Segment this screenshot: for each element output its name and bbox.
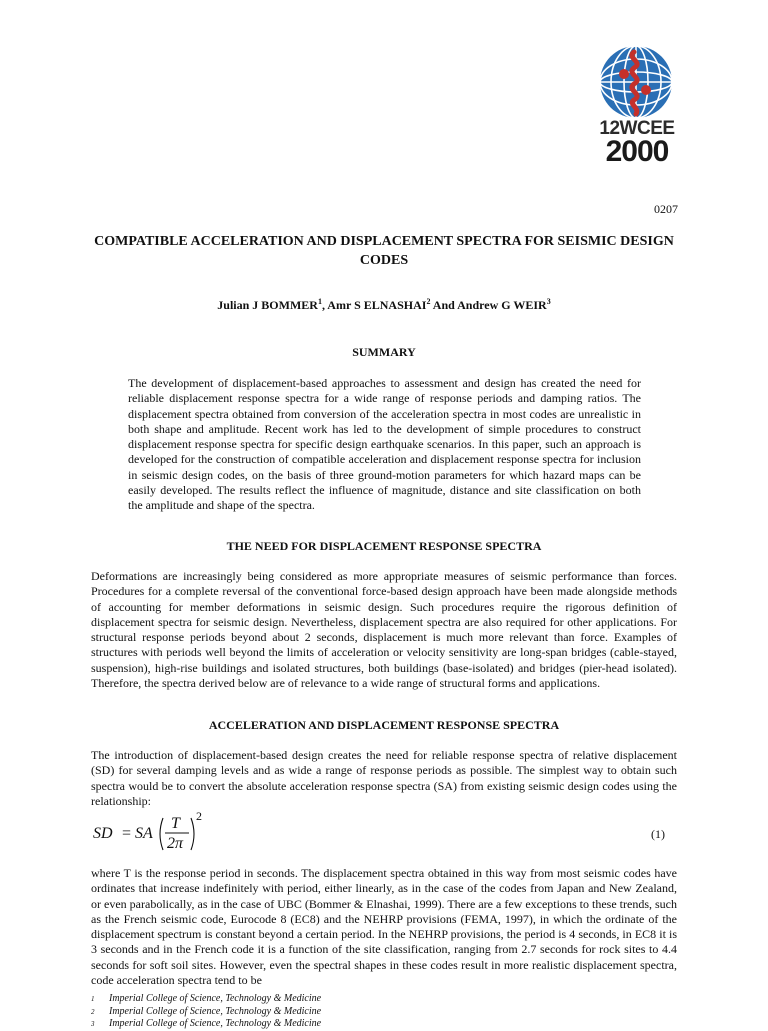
body-paragraph-need: Deformations are increasingly being considered as more appropriate measures of seismic performance than forces. Procedures for a complete reversal of the conventional force-based design approach have been made alongside methods of accounting for member deformations in seismic design. Such procedures require the rigorous definition of displacement spectra for seismic design. Nevertheless, displacement spectra are also required for other applications. For structural response periods beyond about 2 seconds, displacement is much more relevant than force. Examples of structures with periods well beyond the limits of acceleration or velocity sensitivity are long-span bridges (cable-stayed, suspension), high-rise buildings and isolated structures, both buildings (base-isolated) and bridges (pier-head isolated). Therefore, the spectra derived below are of relevance to a wide range of structural forms and applications. xyxy=(91,569,677,691)
footnote-text: Imperial College of Science, Technology & Medicine xyxy=(109,1018,322,1029)
author-separator: And xyxy=(430,298,458,312)
globe-icon xyxy=(596,44,678,124)
equation-1 xyxy=(91,808,677,860)
summary-paragraph: The development of displacement-based approaches to assessment and design has created the need for reliable displacement response spectra for a wide range of response periods and damping ratios. The displacement spectra obtained from conversion of the acceleration spectra in most codes are unrealistic in both shape and amplitude. Recent work has led to the development of simple procedures to construct displacement response spectra for specific design earthquake scenarios. In this paper, such an approach is developed for the construction of compatible acceleration and displacement response spectra for inclusion in seismic design codes, on the basis of three ground-motion parameters for which hazard maps can be easily developed. The results reflect the influence of magnitude, distance and site classification on both the amplitude and shape of the spectra. xyxy=(128,376,641,513)
author-list xyxy=(80,297,688,313)
author-separator: , xyxy=(321,298,328,312)
author-name: Julian J BOMMER xyxy=(217,298,318,312)
equation-number: (1) xyxy=(651,827,665,841)
equation-formula xyxy=(91,808,231,860)
footnote-text: Imperial College of Science, Technology & Medicine xyxy=(109,1005,322,1017)
footnotes xyxy=(91,993,491,1031)
body-paragraph-spectra: The introduction of displacement-based design creates the need for reliable response spectra of relative displacement (SD) for several damping levels and as wide a range of response periods as possible. The simplest way to obtain such spectra would be to convert the absolute acceleration response spectra (SA) from existing seismic design codes using the relationship: xyxy=(91,748,677,808)
summary-heading: SUMMARY xyxy=(352,345,416,359)
footnote-number: 2 xyxy=(91,1007,95,1016)
footnote-number: 3 xyxy=(91,1020,95,1028)
footnote xyxy=(91,1018,491,1031)
author-affiliation-mark: 1 xyxy=(317,297,322,306)
eq-numerator: T xyxy=(171,815,180,832)
eq-equals: = xyxy=(122,825,132,842)
author-affiliation-mark: 3 xyxy=(546,297,551,306)
footnote-text: Imperial College of Science, Technology & Medicine xyxy=(109,993,322,1004)
author-name: Amr S ELNASHAI xyxy=(327,298,427,312)
paper-title: COMPATIBLE ACCELERATION AND DISPLACEMENT SPECTRA FOR SEISMIC DESIGN CODES xyxy=(94,234,674,268)
eq-denominator: 2π xyxy=(167,835,184,852)
body-paragraph-after-equation: where T is the response period in seconds. The displacement spectra obtained in this way from most seismic codes have ordinates that increase indefinitely with period, either linearly, as in the case of the codes from Japan and New Zealand, or even parabolically, as in the case of UBC (Bommer & Elnashai, 1999). There are a few exceptions to these trends, such as the French seismic code, Eurocode 8 (EC8) and the NEHRP provisions (FEMA, 1997), in which the ordinate of the displacement spectrum is constant beyond a certain period. In the NEHRP provisions, the period is 4 seconds, in EC8 it is 3 seconds and in the French code it is a function of the site classification, ranging from 2.7 seconds for rock sites to 4.4 seconds for soft soil sites. However, even the spectral shapes in these codes result in more realistic displacement spectra, code acceleration spectra tend to be xyxy=(91,866,677,988)
eq-lhs: SD xyxy=(93,825,113,842)
eq-sa: SA xyxy=(135,825,153,842)
eq-exponent: 2 xyxy=(196,809,202,823)
section-heading-spectra: ACCELERATION AND DISPLACEMENT RESPONSE SPECTRA xyxy=(208,718,560,732)
footnote-number: 1 xyxy=(91,995,95,1003)
footnote xyxy=(91,993,491,1006)
conference-logo xyxy=(596,44,678,169)
logo-line2: 2000 xyxy=(605,135,669,168)
author-affiliation-mark: 2 xyxy=(426,297,431,306)
author-name: Andrew G WEIR xyxy=(457,298,547,312)
section-heading-need: THE NEED FOR DISPLACEMENT RESPONSE SPECTRA xyxy=(226,539,542,553)
footnote xyxy=(91,1006,491,1019)
paper-number: 0207 xyxy=(654,202,678,216)
logo-line1: 12WCEE xyxy=(599,118,675,139)
